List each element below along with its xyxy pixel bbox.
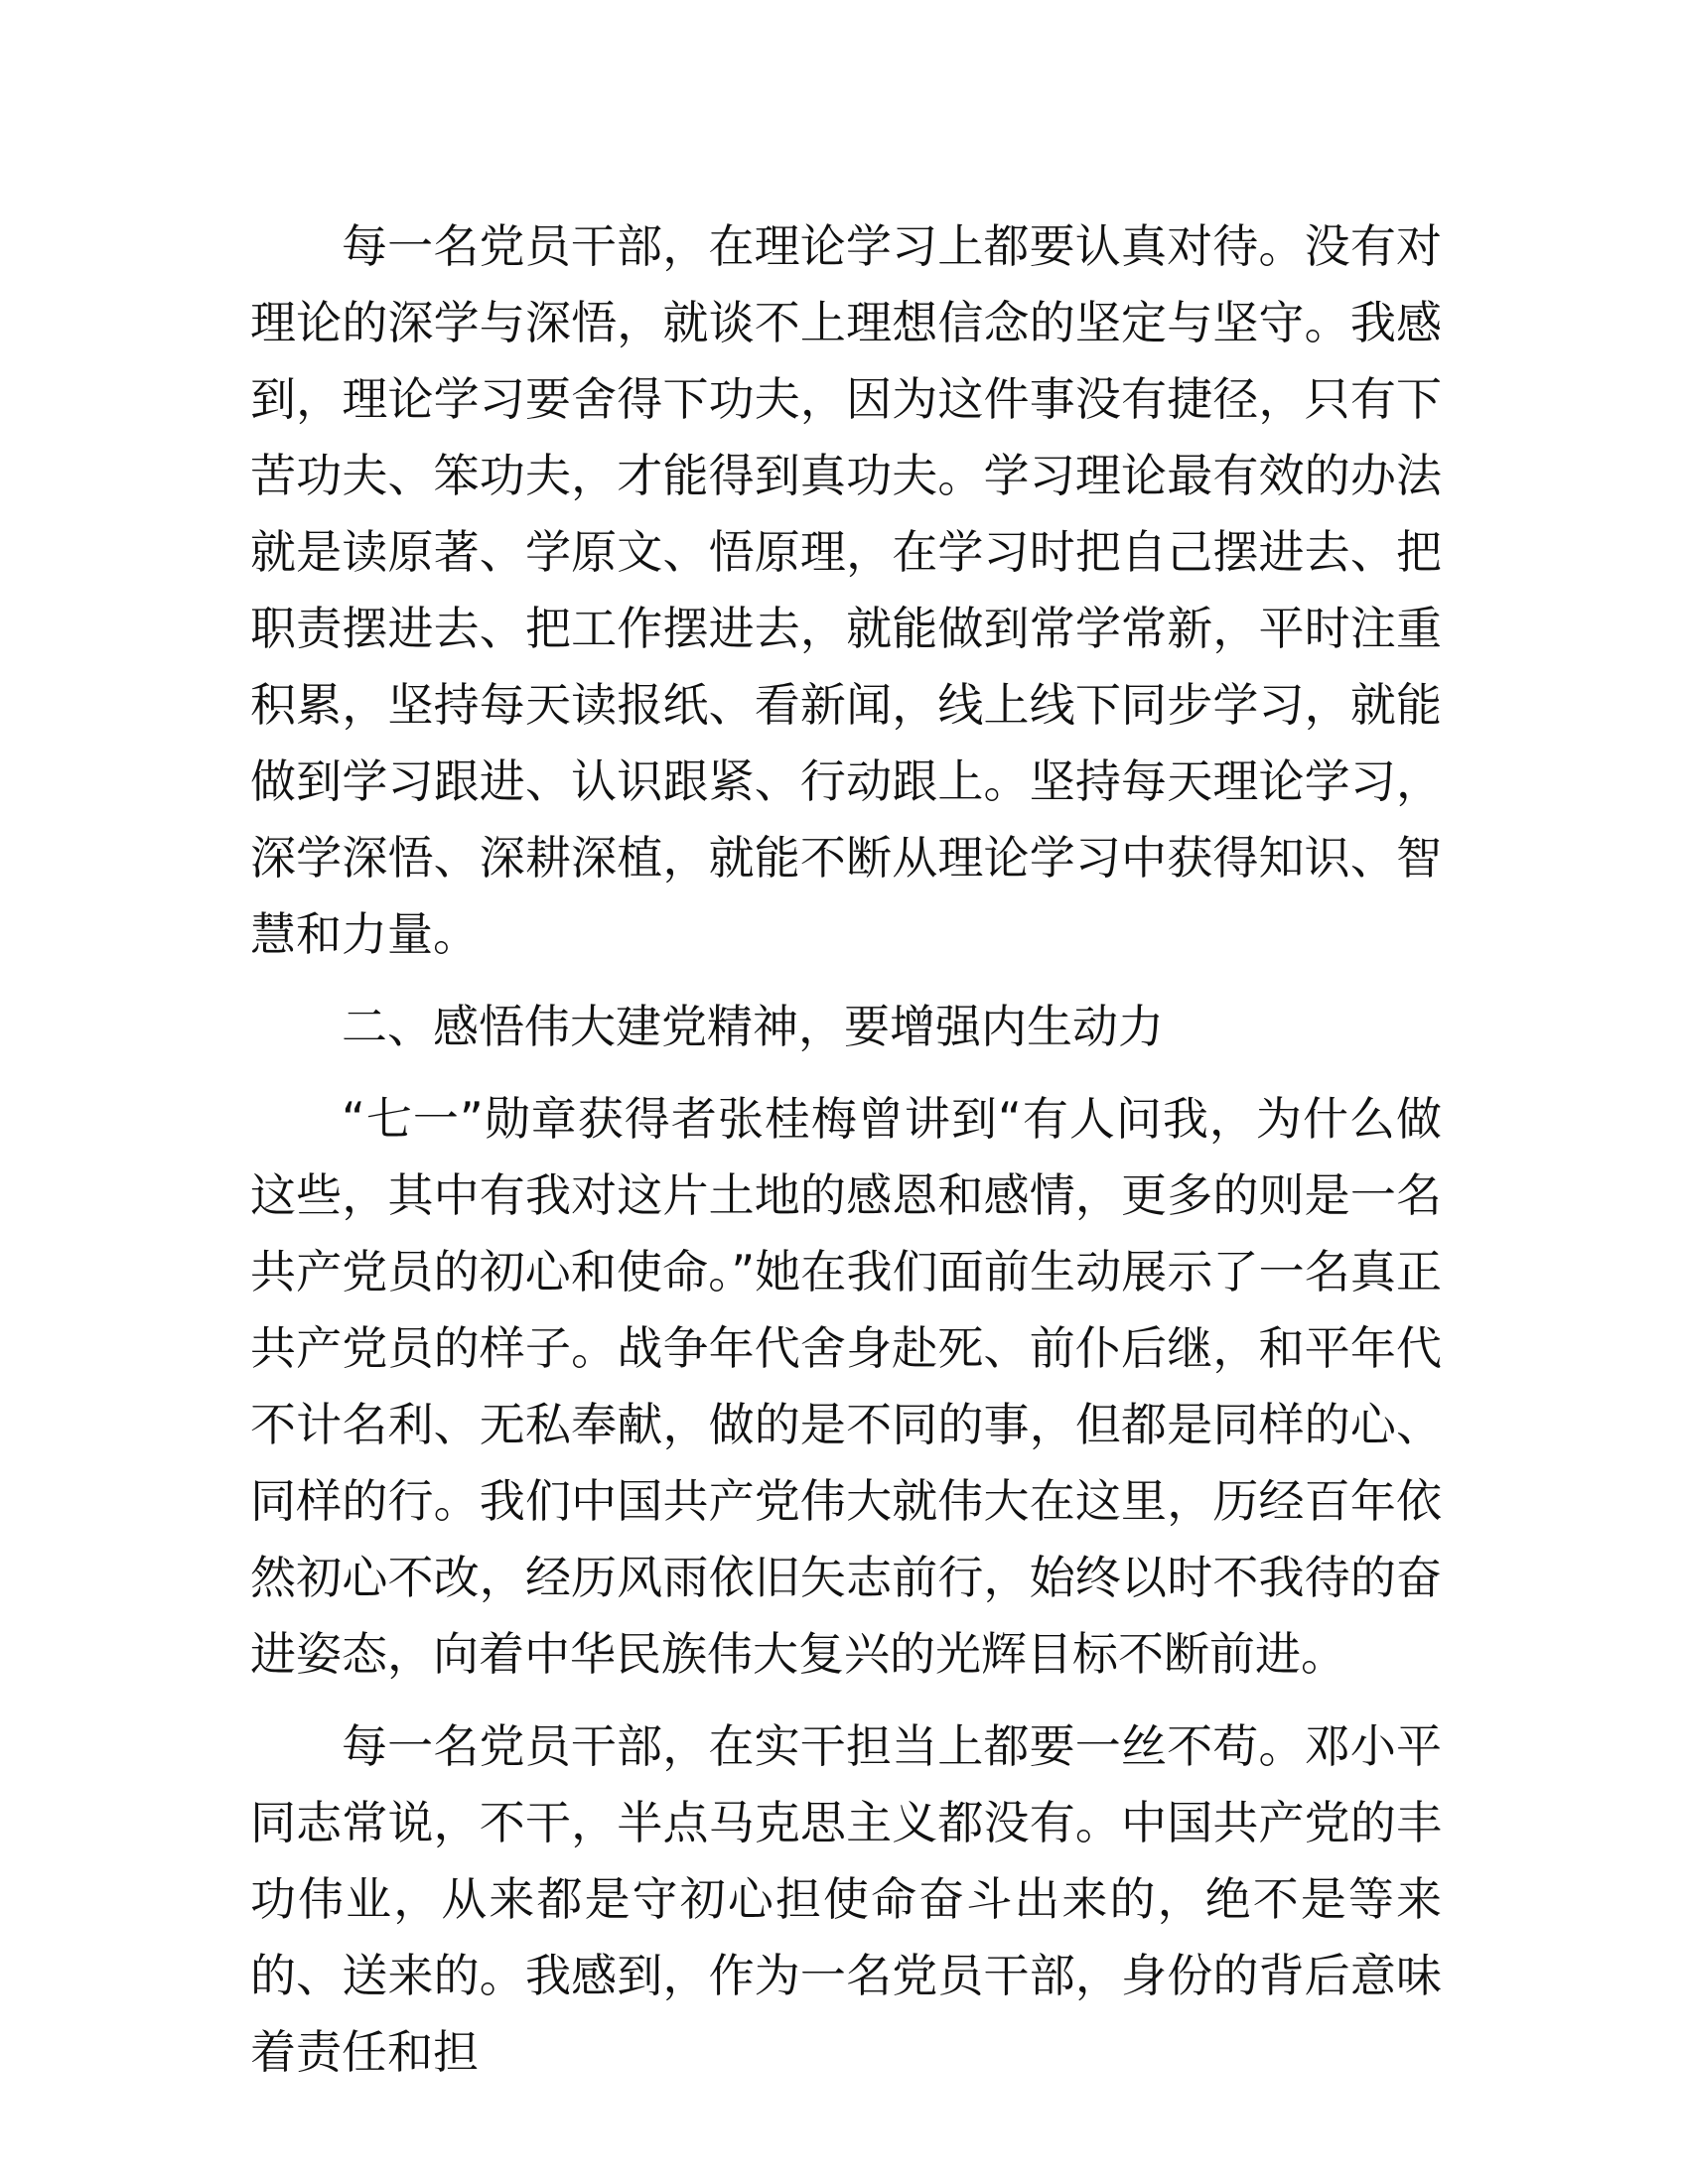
section-heading-party-spirit: 二、感悟伟大建党精神，要增强内生动力 <box>342 1000 1164 1053</box>
paragraph-practical-work: 每一名党员干部，在实干担当上都要一丝不苟。邓小平同志常说，不干，半点马克思主义都没有。中国共产党的丰功伟业，从来都是守初心担使命奋斗出来的，绝不是等来的、送来的。我感到，作为一名党员干部，身份的背后意味着责任和担 <box>250 1719 1442 2079</box>
document-body <box>250 208 1442 2107</box>
paragraph-theory-study: 每一名党员干部，在理论学习上都要认真对待。没有对理论的深学与深悟，就谈不上理想信念的坚定与坚守。我感到，理论学习要舍得下功夫，因为这件事没有捷径，只有下苦功夫、笨功夫，才能得到真功夫。学习理论最有效的办法就是读原著、学原文、悟原理，在学习时把自己摆进去、把职责摆进去、把工作摆进去，就能做到常学常新，平时注重积累，坚持每天读报纸、看新闻，线上线下同步学习，就能做到学习跟进、认识跟紧、行动跟上。坚持每天理论学习，深学深悟、深耕深植，就能不断从理论学习中获得知识、智慧和力量。 <box>250 219 1442 961</box>
paragraph-zhang-guimei: “七一”勋章获得者张桂梅曾讲到“有人问我，为什么做这些，其中有我对这片土地的感恩和感情，更多的则是一名共产党员的初心和使命。”她在我们面前生动展示了一名真正共产党员的样子。战争年代舍身赴死、前仆后继，和平年代不计名利、无私奉献，做的是不同的事，但都是同样的心、同样的行。我们中国共产党伟大就伟大在这里，历经百年依然初心不改，经历风雨依旧矢志前行，始终以时不我待的奋进姿态，向着中华民族伟大复兴的光辉目标不断前进。 <box>250 1092 1442 1681</box>
